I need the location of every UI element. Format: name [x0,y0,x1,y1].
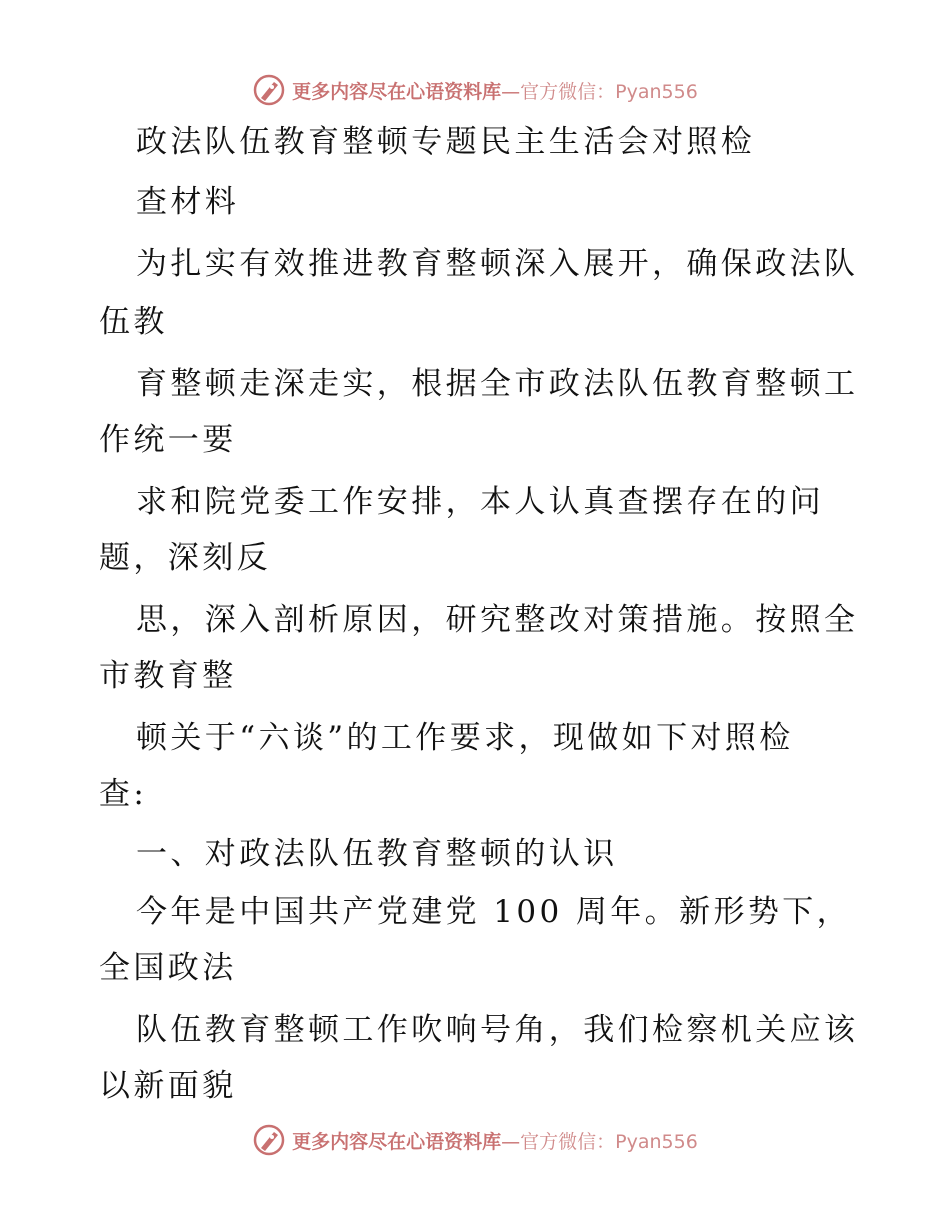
footer-watermark [0,1120,950,1160]
document-title-line-1: 政法队伍教育整顿专题民主生活会对照检 [136,124,756,160]
paragraph-line: 顿关于“六谈”的工作要求，现做如下对照检 [136,720,794,756]
watermark-dash: — [501,80,521,103]
watermark-side: 官方微信：Pyan556 [520,1130,698,1153]
watermark-text [292,77,698,104]
paragraph-line: 思，深入剖析原因，研究整改对策措施。按照全 [136,602,859,638]
paragraph-line: 伍教 [99,304,168,340]
header-watermark [0,70,950,110]
paragraph-line: 题，深刻反 [99,540,271,576]
paragraph-line: 求和院党委工作安排，本人认真查摆存在的问 [136,484,824,520]
watermark-main: 更多内容尽在心语资料库 [292,80,502,103]
watermark-dash: — [501,1130,521,1153]
pen-nib-logo-icon [252,1123,286,1157]
paragraph-line: 育整顿走深走实，根据全市政法队伍教育整顿工 [136,366,859,402]
paragraph-line: 今年是中国共产党建党 100 周年。新形势下， [136,894,852,930]
section-heading: 一、对政法队伍教育整顿的认识 [136,836,618,872]
paragraph-line: 队伍教育整顿工作吹响号角，我们检察机关应该 [136,1012,859,1048]
document-title-line-2: 查材料 [136,184,240,220]
watermark-main: 更多内容尽在心语资料库 [292,1130,502,1153]
paragraph-line: 市教育整 [99,658,237,694]
paragraph-line: 作统一要 [99,422,237,458]
paragraph-line: 查: [99,776,148,812]
paragraph-line: 全国政法 [99,950,237,986]
watermark-text [292,1127,698,1154]
paragraph-line: 以新面貌 [99,1068,237,1104]
watermark-side: 官方微信：Pyan556 [520,80,698,103]
paragraph-line: 为扎实有效推进教育整顿深入展开，确保政法队 [136,246,859,282]
pen-nib-logo-icon [252,73,286,107]
